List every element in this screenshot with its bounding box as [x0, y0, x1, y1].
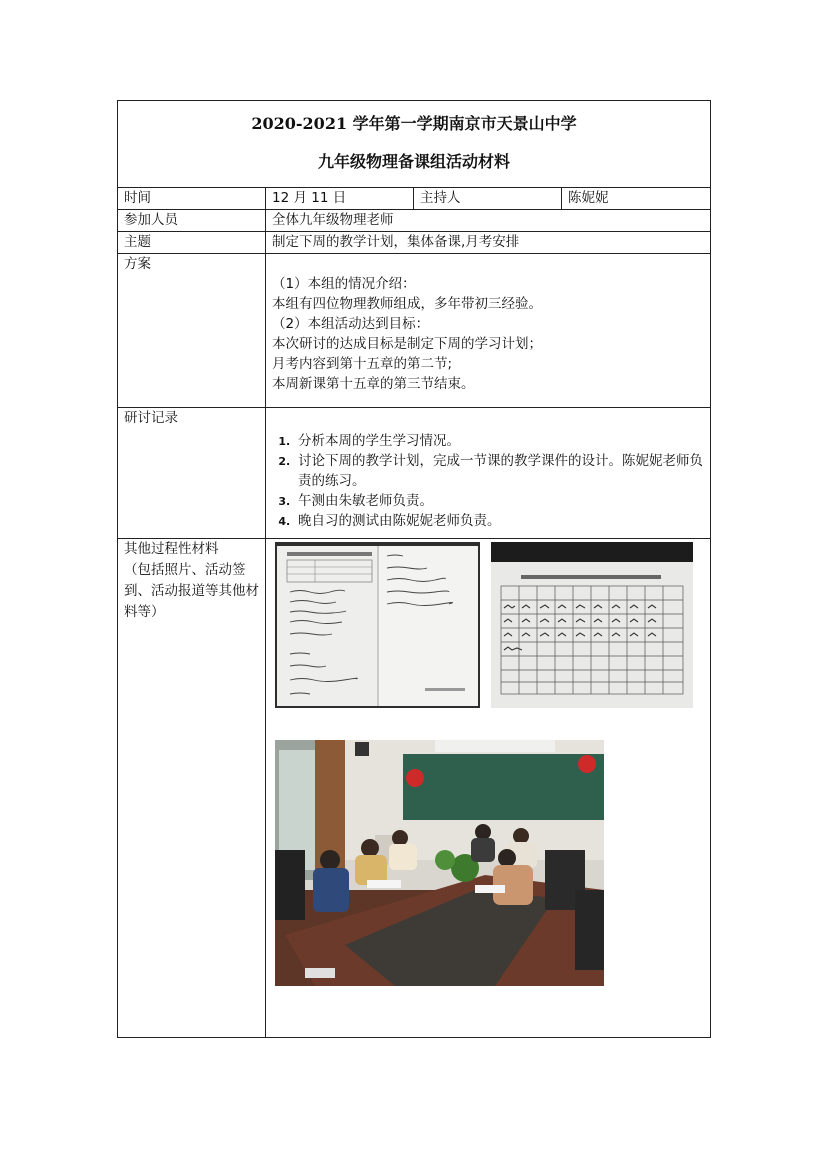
discussion-label: 研讨记录 [118, 408, 266, 539]
title-cell [118, 101, 711, 188]
participants-value: 全体九年级物理老师 [266, 210, 711, 232]
discussion-content [266, 408, 711, 539]
discussion-list [272, 431, 704, 531]
form-table [117, 100, 711, 1038]
plan-line: （2）本组活动达到目标： [272, 316, 430, 332]
other-materials-label: 其他过程性材料 （包括照片、活动签到、活动报道等其他材料等） [118, 539, 266, 1038]
plan-line: 本次研讨的达成目标是制定下周的学习计划； [272, 336, 542, 352]
topic-label: 主题 [118, 232, 266, 254]
handwritten-record-photo [275, 542, 480, 708]
time-label: 时间 [118, 188, 266, 210]
other-materials-content [266, 539, 711, 1038]
title-line2: 九年级物理备课组活动材料 [318, 152, 511, 171]
time-value: 12 月 11 日 [266, 188, 414, 210]
discussion-item: 1. 分析本周的学生学习情况。 [294, 431, 704, 451]
discussion-item: 4. 晚自习的测试由陈妮妮老师负责。 [294, 511, 704, 531]
activity-form [117, 100, 710, 1038]
participants-label: 参加人员 [118, 210, 266, 232]
sign-in-sheet-photo [491, 542, 693, 708]
plan-label: 方案 [118, 254, 266, 408]
plan-line: 本组有四位物理教师组成，多年带初三经验。 [272, 296, 542, 312]
meeting-room-photo [275, 740, 604, 986]
host-label: 主持人 [414, 188, 562, 210]
plan-line: 月考内容到第十五章的第二节; [272, 356, 453, 372]
plan-content [266, 254, 711, 408]
discussion-item: 3. 午测由朱敏老师负责。 [294, 491, 704, 511]
discussion-item: 2. 讨论下周的教学计划，完成一节课的教学课件的设计。陈妮妮老师负责的练习。 [294, 451, 704, 491]
plan-line: （1）本组的情况介绍： [272, 276, 416, 292]
plan-line: 本周新课第十五章的第三节结束。 [272, 376, 475, 392]
title-line1: 2020-2021 学年第一学期南京市天景山中学 [251, 114, 577, 133]
topic-value: 制定下周的教学计划，集体备课,月考安排 [266, 232, 711, 254]
host-value: 陈妮妮 [562, 188, 711, 210]
